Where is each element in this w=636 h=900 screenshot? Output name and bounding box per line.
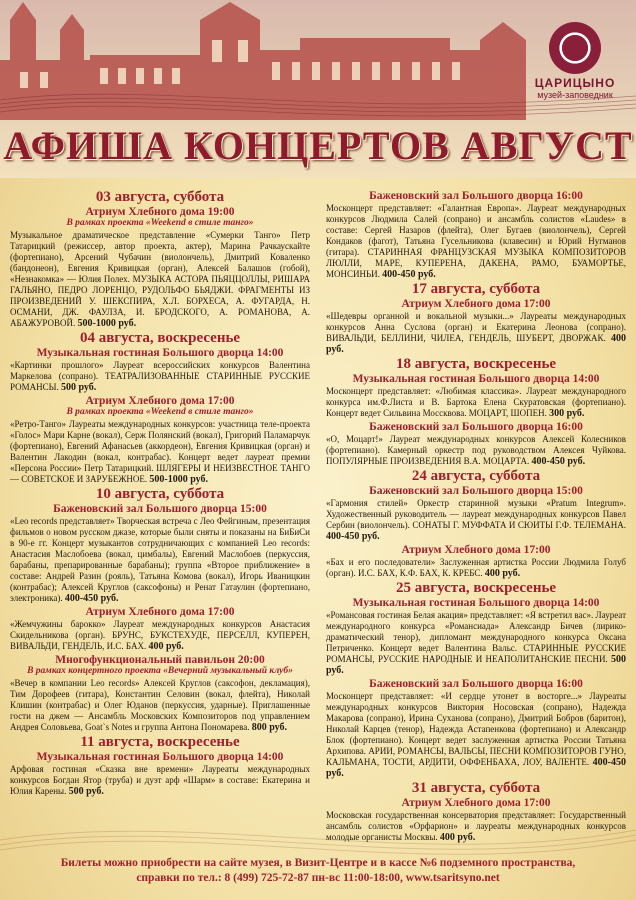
left-column bbox=[10, 188, 310, 800]
concert-event bbox=[326, 374, 626, 419]
concert-event bbox=[10, 655, 310, 733]
concert-event bbox=[10, 607, 310, 652]
event-description bbox=[326, 557, 626, 579]
event-description bbox=[326, 610, 626, 676]
concert-date: 24 августа, суббота bbox=[411, 468, 541, 484]
event-description bbox=[326, 203, 626, 280]
event-description bbox=[10, 678, 310, 733]
concert-date: 04 августа, воскресенье bbox=[79, 330, 241, 346]
concert-event bbox=[326, 545, 626, 579]
event-description-text: «Картинки прошлого» Лауреат всероссийских конкурсов Валентина Маркелова (сопрано). ТЕАТРАЛИЗОВАННЫЕ СТАРИННЫЕ РУССКИЕ РОМАНСЫ. bbox=[10, 360, 310, 392]
event-price: 400 руб. bbox=[439, 832, 476, 843]
event-description-text: Москонцерт представляет: «Любимая классика». Лауреат международного конкурса им.Ф.Листа и В. Бартока Елена Скуратовская (фортепиано). Концерт ведет Сильвина Моссквова. МОЦАРТ, ШОПЕН. bbox=[326, 386, 626, 418]
concert-event bbox=[326, 422, 626, 467]
event-venue-time: Баженовский зал Большого дворца 16:00 bbox=[369, 421, 583, 433]
event-series: В рамках проекта «Weekend в стиле танго» bbox=[66, 218, 254, 228]
concert-date: 18 августа, воскресенье bbox=[395, 356, 557, 372]
event-description-text: Москонцерт представляет: «Галантная Европа». Лауреат международных конкурсов Людмила Салей (сопрано) и ансамбль солистов «Laudes» в составе: Сергей Назаров (флейта), Олег Бугаев (виолончель), Сергей Кондаков (фагот), Татьяна Гусельникова (клавесин) и Юрий Нугманов (гитара). СТАРИННАЯ ФРАНЦУЗСКАЯ МУЗЫКА КОМПОЗИТОРОВ ЛЮЛЛИ, МАРЕ, КУПЕРЕНА, ДАКЕНА, РАМО, БУАМОРТЬЕ, МОНСИНЬИ. bbox=[326, 203, 626, 279]
event-price: 400-450 руб. bbox=[64, 593, 119, 604]
event-venue-time: Музыкальная гостиная Большого дворца 14:00 bbox=[352, 597, 600, 609]
event-venue-time: Атриум Хлебного дома 19:00 bbox=[85, 206, 235, 218]
event-description-text: «Шедевры органной и вокальной музыки...» Лауреаты международных конкурсов Анна Суслова (орган) и Екатерина Леонова (сопрано). ВИВАЛЬДИ, БЕЛЛИНИ, ЧИЛЕА, ГЕНДЕЛЬ, ШУБЕРТ, ДВОРЖАК. bbox=[326, 311, 626, 343]
concert-event bbox=[326, 679, 626, 779]
event-venue-time: Многофункциональный павильон 20:00 bbox=[55, 654, 265, 666]
event-description-text: «Романсовая гостиная Белая акация» представляет: «Я встретил вас». Лауреат международного конкурса «Романсиада» Александр Бичев (лирико-драматический тенор), дипломант международного конкурса Оксана Петриченко. Концерт ведет Валентина Вальс. СТАРИННЫЕ РУССКИЕ РОМАНСЫ, РУССКИЕ НАРОДНЫЕ И НЕАПОЛИТАНСКИЕ ПЕСНИ. bbox=[326, 610, 626, 664]
museum-logo bbox=[526, 22, 624, 110]
event-venue-time: Атриум Хлебного дома 17:00 bbox=[401, 298, 551, 310]
event-description-text: Арфовая гостиная «Сказка вне времени» Лауреаты международных конкурсов Богдан Ятор (труба) и дуэт арф «Шарм» в составе: Екатерина и Юлия Карены. bbox=[10, 764, 310, 796]
event-description-text: «Ретро-Танго» Лауреаты международных конкурсов: участница теле-проекта «Голос» Мари Карне (вокал), Серж Полянский (вокал), Григорий Паламарчук (фортепиано), Евгений Афанасьев (аккордеон), Евгения Кривицкая (орган) и Валентин Лакодин (вокал, контрабас). Концерт ведет лауреат премии «Персона России» Петр Татарицкий. ШЛЯГЕРЫ И НЕИЗВЕСТНОЕ ТАНГО — СОВЕТСКОЕ И ЗАРУБЕЖНОЕ. bbox=[10, 419, 310, 484]
event-description-text: «О, Моцарт!» Лауреат международных конкурсов Алексей Колесников (фортепиано). Камерный оркестр под руководством Алексея Чуйкова. ПОПУЛЯРНЫЕ ПРОИЗВЕДЕНИЯ В.А. МОЦАРТА. bbox=[326, 434, 626, 466]
event-description-text: Музыкальное драматическое представление «Сумерки Танго» Петр Татарицкий (режиссер, автор проекта, актер), Марина Рачкаускайте (фортепиано), Арсений Чубачин (виолончель), Дмитрий Коваленко (бандонеон), Евгения Кривицкая (орган), Алексей Балашов (гобой), «Незнакомка» — Юлия Полех. МУЗЫКА АСТОРА ПЬЯЦЦОЛЛЫ, РИШАРА ГАЛЬЯНО, ПЕДРО ЛОРЕНЦО, РУДОЛЬФО БЬЯДЖИ. ФРАГМЕНТЫ ИЗ ПРОИЗВЕДЕНИЙ У. ШЕКСПИРА, Х.Л. БОРХЕСА, А. ФУГАРДА, Н. ОСМАНИ, ДЖ. ФАУЛЗА, И. БРОДСКОГО, А. РОМАНОВА, А. АБАЖУРОВОЙ. bbox=[10, 230, 310, 328]
event-venue-time: Музыкальная гостиная Большого дворца 14:00 bbox=[36, 751, 284, 763]
event-series: В рамках концертного проекта «Вечерний музыкальный клуб» bbox=[27, 666, 293, 676]
concert-event bbox=[326, 486, 626, 542]
event-price: 400 руб. bbox=[326, 333, 627, 355]
page-title: АФИША КОНЦЕРТОВ АВГУСТ bbox=[3, 123, 633, 168]
event-description bbox=[326, 311, 626, 355]
event-description-text: Москонцерт представляет: «И сердце утонет в восторге...» Лауреаты международных конкурсов Виктория Носовская (сопрано), Надежда Макарова (сопрано), Ирина Суханова (сопрано), Дмитрий Бобров (баритон), Николай Карцев (тенор), Надежда Астапенкова (фортепиано) и Александр Блок (фортепиано). Концерт ведет заслуженная артистка России Татьяна Архипова. АРИИ, РОМАНСЫ, ВАЛЬСЫ, ПЕСНИ КОМПОЗИТОРОВ ГУНО, КАЛЬМАНА, ТОСТИ, АРДИТИ, ОФФЕНБАХА, ЛОУ, ВАЛЕНТЕ. bbox=[326, 691, 626, 767]
event-description bbox=[10, 619, 310, 652]
event-venue-time: Атриум Хлебного дома 17:00 bbox=[85, 606, 235, 618]
event-description bbox=[10, 360, 310, 393]
event-price: 800 руб. bbox=[251, 722, 288, 733]
footer-contact-line: справки по тел.: 8 (499) 725-72-87 пн-вс 11:00-18:00, www.tsaritsyno.net bbox=[136, 872, 500, 884]
event-price: 400-450 руб. bbox=[382, 269, 436, 280]
event-price: 500-1000 руб. bbox=[77, 318, 137, 329]
event-description bbox=[326, 386, 626, 419]
event-price: 400 руб. bbox=[148, 641, 184, 652]
event-description bbox=[10, 764, 310, 797]
event-venue-time: Баженовский зал Большого дворца 16:00 bbox=[369, 190, 583, 202]
event-venue-time: Баженовский зал Большого дворца 16:00 bbox=[369, 678, 583, 690]
concert-date: 10 августа, суббота bbox=[95, 486, 225, 502]
event-description-text: «Гармония стилей» Оркестр старинной музыки «Pratum Integrum». Художественный руководитель — лауреат международных конкурсов Павел Сербин (виолончель). СОНАТЫ Г. МУФФАТА И СЮИТЫ Г.Ф. ТЕЛЕМАНА. bbox=[326, 498, 626, 530]
event-description bbox=[10, 419, 310, 485]
concert-event bbox=[10, 752, 310, 797]
concert-event bbox=[326, 299, 626, 355]
event-description-text: «Бах и его последователи» Заслуженная артистка России Людмила Голуб (орган). И.С. БАХ, К.Ф. БАХ, К. КРЕБС. bbox=[326, 557, 626, 578]
header-banner bbox=[0, 0, 636, 178]
event-venue-time: Атриум Хлебного дома 17:00 bbox=[401, 544, 551, 556]
event-price: 500-1000 руб. bbox=[149, 474, 209, 485]
right-column bbox=[326, 188, 626, 846]
concert-event bbox=[10, 207, 310, 329]
concert-date: 17 августа, суббота bbox=[411, 281, 541, 297]
event-series: В рамках проекта «Weekend в стиле танго» bbox=[66, 407, 254, 417]
concert-event bbox=[10, 504, 310, 604]
event-description bbox=[10, 516, 310, 604]
event-price: 500 руб. bbox=[326, 654, 627, 676]
event-description-text: Московская государственная консерватория представляет: Государственный ансамбль солистов «Орфарион» и лауреаты международных конкурсов молодые органисты Москвы. bbox=[326, 810, 626, 842]
event-description-text: «Жемчужины барокко» Лауреат международных конкурсов Анастасия Скидельникова (орган). БРУНС, БУКСТЕХУДЕ, ПЕРСЕЛЛ, КУПЕРЕН, ВИВАЛЬДИ, ГЕНДЕЛЬ, И.С. БАХ. bbox=[10, 619, 310, 651]
event-price: 500 руб. bbox=[60, 382, 97, 393]
concert-date: 25 августа, воскресенье bbox=[395, 580, 557, 596]
event-price: 400-450 руб. bbox=[326, 757, 626, 779]
logo-emblem-icon bbox=[549, 22, 601, 74]
event-description bbox=[326, 498, 626, 542]
event-venue-time: Атриум Хлебного дома 17:00 bbox=[85, 395, 235, 407]
event-price: 500 руб. bbox=[68, 786, 104, 797]
event-description-text: «Leo records представляет» Творческая встреча с Лео Фейгиным, презентация фильмов о новом русском джазе, которые были сняты и показаны на БиБиСи в 90-е гг. Концерт музыкантов сотрудничающих с компанией Leo records: Анастасия Маслобоева (вокал, цимбалы), Евгений Маслобоев (перкуссия, барабаны, препарированные барабаны); группа «Второе приближение» в составе: Андрей Разин (рояль), Татьяна Комова (вокал), Игорь Иваницкин (контрабас); Алексей Круглов (саксофоны) и Ренат Гатаулин (фортепиано, электроника). bbox=[10, 516, 310, 603]
event-venue-time: Музыкальная гостиная Большого дворца 14:00 bbox=[36, 347, 284, 359]
event-price: 400-450 руб. bbox=[531, 456, 586, 467]
concert-event bbox=[10, 396, 310, 485]
concert-event bbox=[326, 191, 626, 280]
concert-date: 03 августа, суббота bbox=[95, 189, 225, 205]
logo-name: ЦАРИЦЫНО bbox=[534, 76, 616, 90]
logo-subtitle: музей-заповедник bbox=[537, 90, 613, 100]
concert-date: 11 августа, воскресенье bbox=[80, 734, 240, 750]
footer-tickets-line: Билеты можно приобрести на сайте музея, в Визит-Центре и в кассе №6 подземного пространства, bbox=[60, 857, 576, 869]
concert-event bbox=[10, 348, 310, 393]
event-description-text: «Вечер в компании Leo records» Алексей Круглов (саксофон, декламация), Тим Дорофеев (гитара), Константин Селовин (вокал, флейта), Николай Клишин (контрабас) и Олег Юданов (перкуссия, ударные). Приглашенные гости на джем — Ансамбль Московских Композиторов под управлением Андрея Соловьева, Goat`s Notes и группа Антона Пономарева. bbox=[10, 678, 310, 732]
event-description bbox=[326, 434, 626, 467]
concert-event bbox=[326, 598, 626, 676]
event-description bbox=[10, 230, 310, 329]
event-venue-time: Музыкальная гостиная Большого дворца 14:00 bbox=[352, 373, 600, 385]
event-venue-time: Баженовский зал Большого дворца 15:00 bbox=[369, 485, 583, 497]
event-price: 400 руб. bbox=[484, 568, 521, 579]
event-price: 400-450 руб. bbox=[326, 531, 380, 542]
concert-date: 31 августа, суббота bbox=[411, 780, 541, 796]
event-venue-time: Баженовский зал Большого дворца 15:00 bbox=[53, 503, 267, 515]
footer bbox=[0, 856, 636, 886]
event-price: 300 руб. bbox=[549, 408, 585, 419]
event-description bbox=[326, 691, 626, 779]
event-venue-time: Атриум Хлебного дома 17:00 bbox=[401, 797, 551, 809]
